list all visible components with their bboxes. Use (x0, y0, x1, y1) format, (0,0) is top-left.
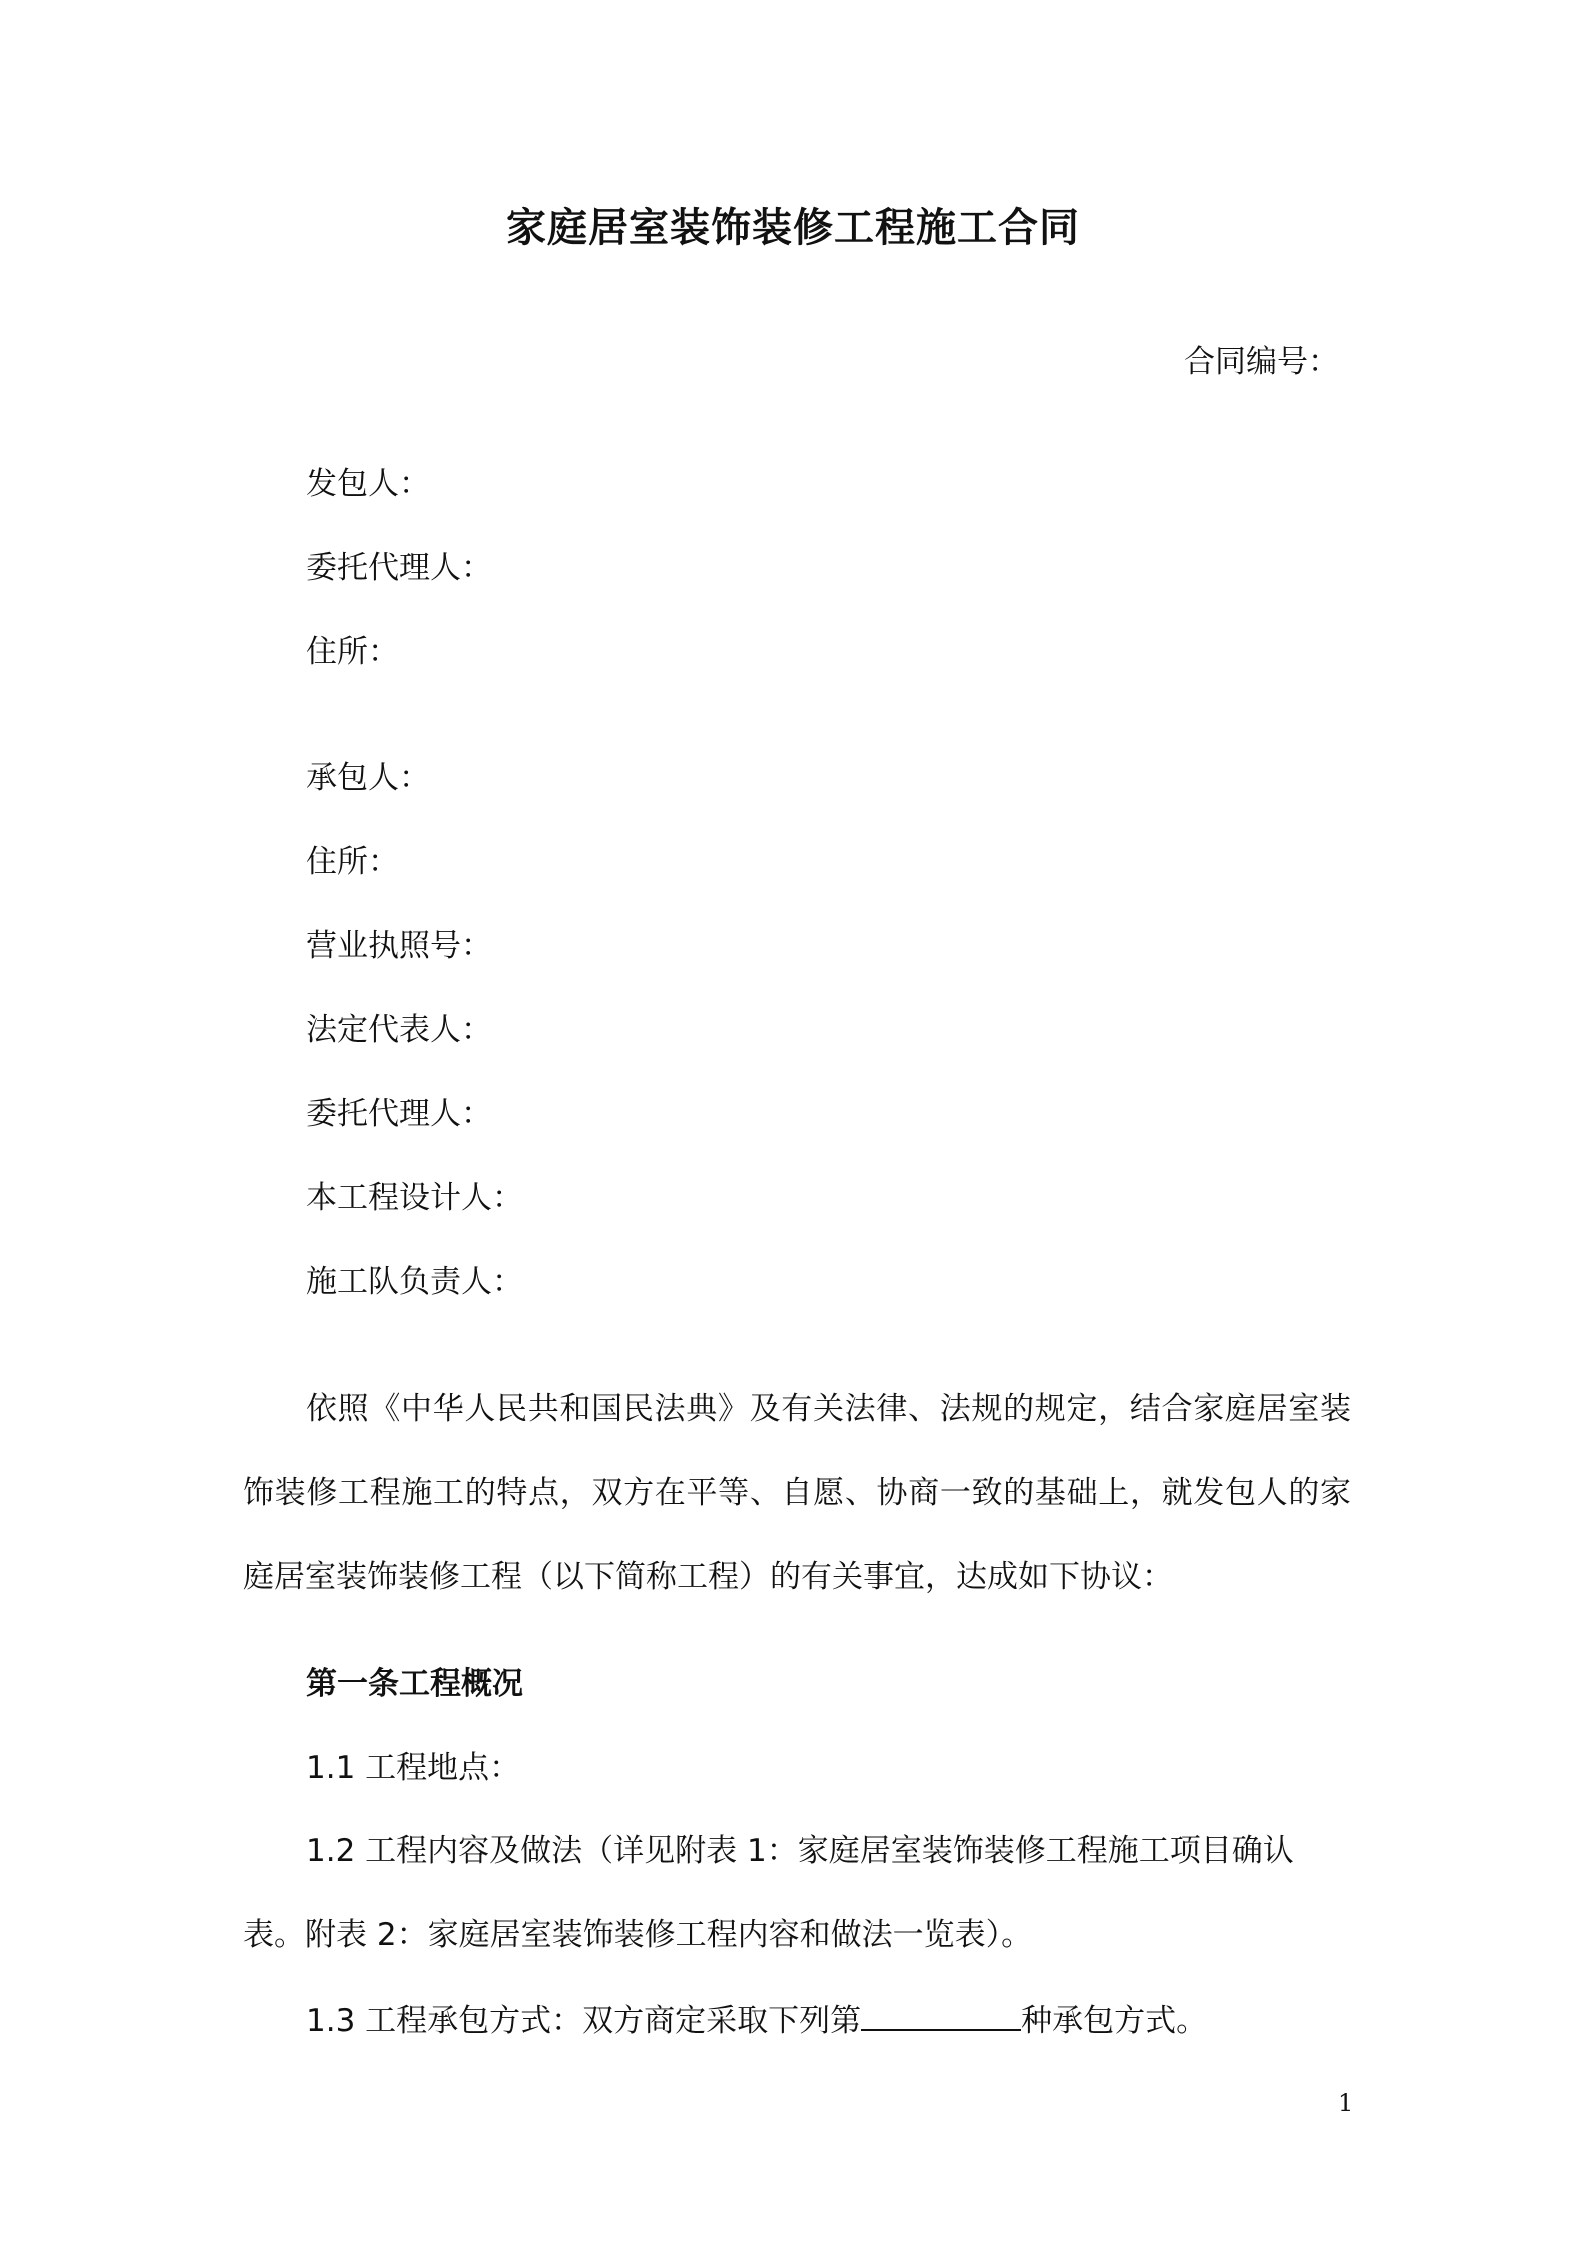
contractor-label: 承包人： (306, 760, 430, 796)
item-1-3-prefix: 1.3 工程承包方式：双方商定采取下列第 (306, 2003, 862, 2039)
item-1-3-suffix: 种承包方式。 (1021, 2003, 1208, 2039)
employer-agent-label: 委托代理人： (306, 550, 492, 586)
employer-label: 发包人： (306, 466, 430, 502)
article-1-heading: 第一条工程概况 (306, 1666, 523, 1702)
contractor-address-label: 住所： (306, 844, 399, 880)
blank-underline (861, 2003, 1021, 2031)
designer-label: 本工程设计人： (306, 1180, 523, 1216)
team-leader-label: 施工队负责人： (306, 1264, 523, 1300)
item-1-2: 1.2 工程内容及做法（详见附表 1：家庭居室装饰装修工程施工项目确认表。附表 2：家庭居室装饰装修工程内容和做法一览表）。 (243, 1833, 1294, 1953)
contractor-agent-label: 委托代理人： (306, 1096, 492, 1132)
item-1-3 (306, 1995, 1207, 2040)
employer-address-label: 住所： (306, 634, 399, 670)
contract-number-label: 合同编号： (1184, 344, 1339, 380)
intro-paragraph: 依照《中华人民共和国民法典》及有关法律、法规的规定，结合家庭居室装饰装修工程施工的特点，双方在平等、自愿、协商一致的基础上，就发包人的家庭居室装饰装修工程（以下简称工程）的有关事宜，达成如下协议： (243, 1391, 1351, 1595)
business-license-label: 营业执照号： (306, 928, 492, 964)
legal-representative-label: 法定代表人： (306, 1012, 492, 1048)
item-1-1: 1.1 工程地点： (306, 1750, 521, 1786)
document-title: 家庭居室装饰装修工程施工合同 (506, 205, 1080, 251)
page-number: 1 (1338, 2089, 1354, 2117)
